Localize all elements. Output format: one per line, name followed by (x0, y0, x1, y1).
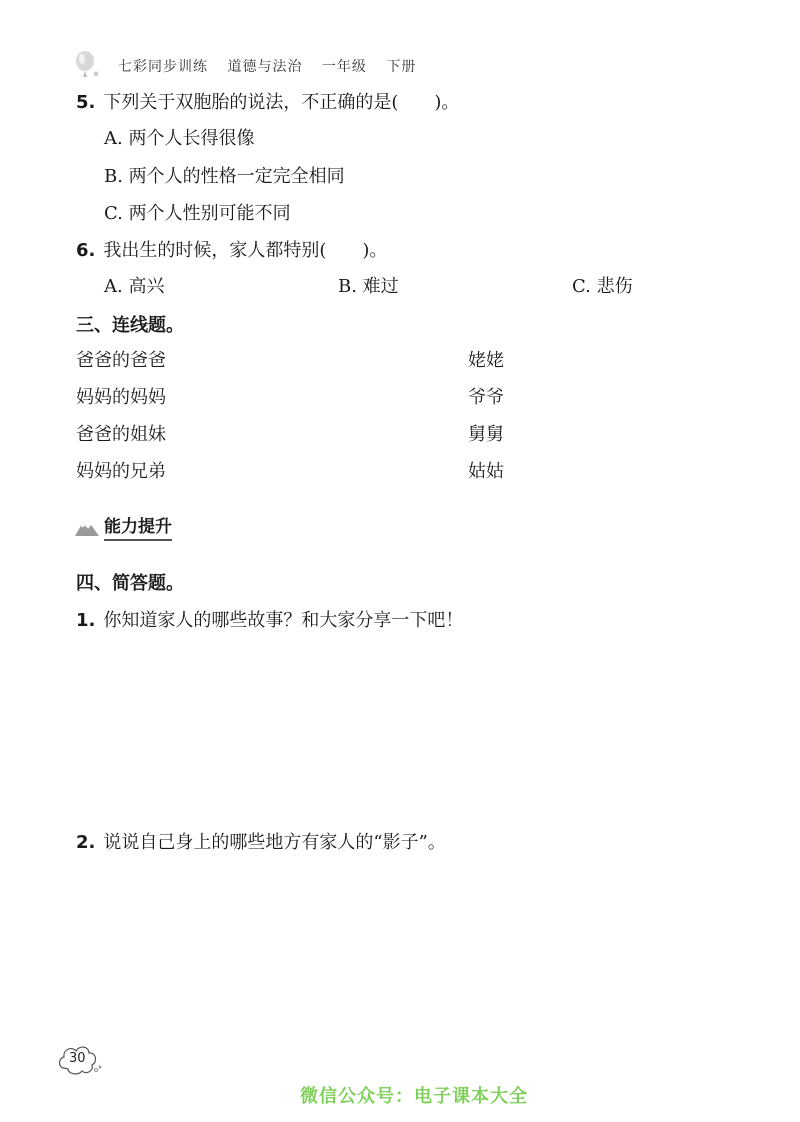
question-text: 下列关于双胞胎的说法，不正确的是( )。 (103, 92, 460, 113)
q6-option-b: B. 难过 (338, 276, 399, 297)
q5-option-b: B. 两个人的性格一定完全相同 (104, 166, 345, 187)
match-right-item: 舅舅 (468, 424, 504, 445)
short-answer-1 (76, 606, 463, 632)
header-book: 七彩同步训练 (118, 59, 208, 75)
match-right-item: 爷爷 (468, 387, 504, 408)
page-number: 30 (69, 1051, 86, 1066)
question-number: 1. (76, 610, 96, 631)
section-4-title: 四、简答题。 (76, 573, 184, 594)
match-left-item: 爸爸的爸爸 (76, 350, 166, 371)
match-right-item: 姥姥 (468, 350, 504, 371)
page-number-badge (56, 1040, 104, 1080)
q5-option-a: A. 两个人长得很像 (104, 128, 255, 149)
ability-section-marker (74, 512, 172, 541)
question-number: 2. (76, 832, 96, 853)
header-title (118, 56, 430, 76)
header-grade: 一年级 (321, 59, 367, 75)
q6-option-a: A. 高兴 (104, 276, 165, 297)
short-answer-2 (76, 828, 446, 854)
question-5 (76, 88, 459, 114)
q5-option-c: C. 两个人性别可能不同 (104, 203, 291, 224)
section-3-title: 三、连线题。 (76, 315, 184, 336)
match-left-item: 妈妈的兄弟 (76, 461, 166, 482)
question-text: 说说自己身上的哪些地方有家人的“影子”。 (103, 832, 446, 853)
question-text: 你知道家人的哪些故事？和大家分享一下吧！ (103, 610, 464, 631)
watermark-text: 微信公众号：电子课本大全 (300, 1086, 528, 1107)
header-term: 下册 (386, 59, 417, 75)
ability-label: 能力提升 (104, 512, 172, 541)
balloon-logo-icon (72, 50, 102, 80)
match-left-item: 妈妈的妈妈 (76, 387, 166, 408)
question-number: 5. (76, 92, 96, 113)
question-text: 我出生的时候，家人都特别( )。 (103, 240, 388, 261)
question-6 (76, 236, 387, 262)
header-subject: 道德与法治 (227, 59, 303, 75)
q6-option-c: C. 悲伤 (572, 276, 633, 297)
mountain-icon (74, 517, 100, 537)
question-number: 6. (76, 240, 96, 261)
match-left-item: 爸爸的姐妹 (76, 424, 166, 445)
match-right-item: 姑姑 (468, 461, 504, 482)
